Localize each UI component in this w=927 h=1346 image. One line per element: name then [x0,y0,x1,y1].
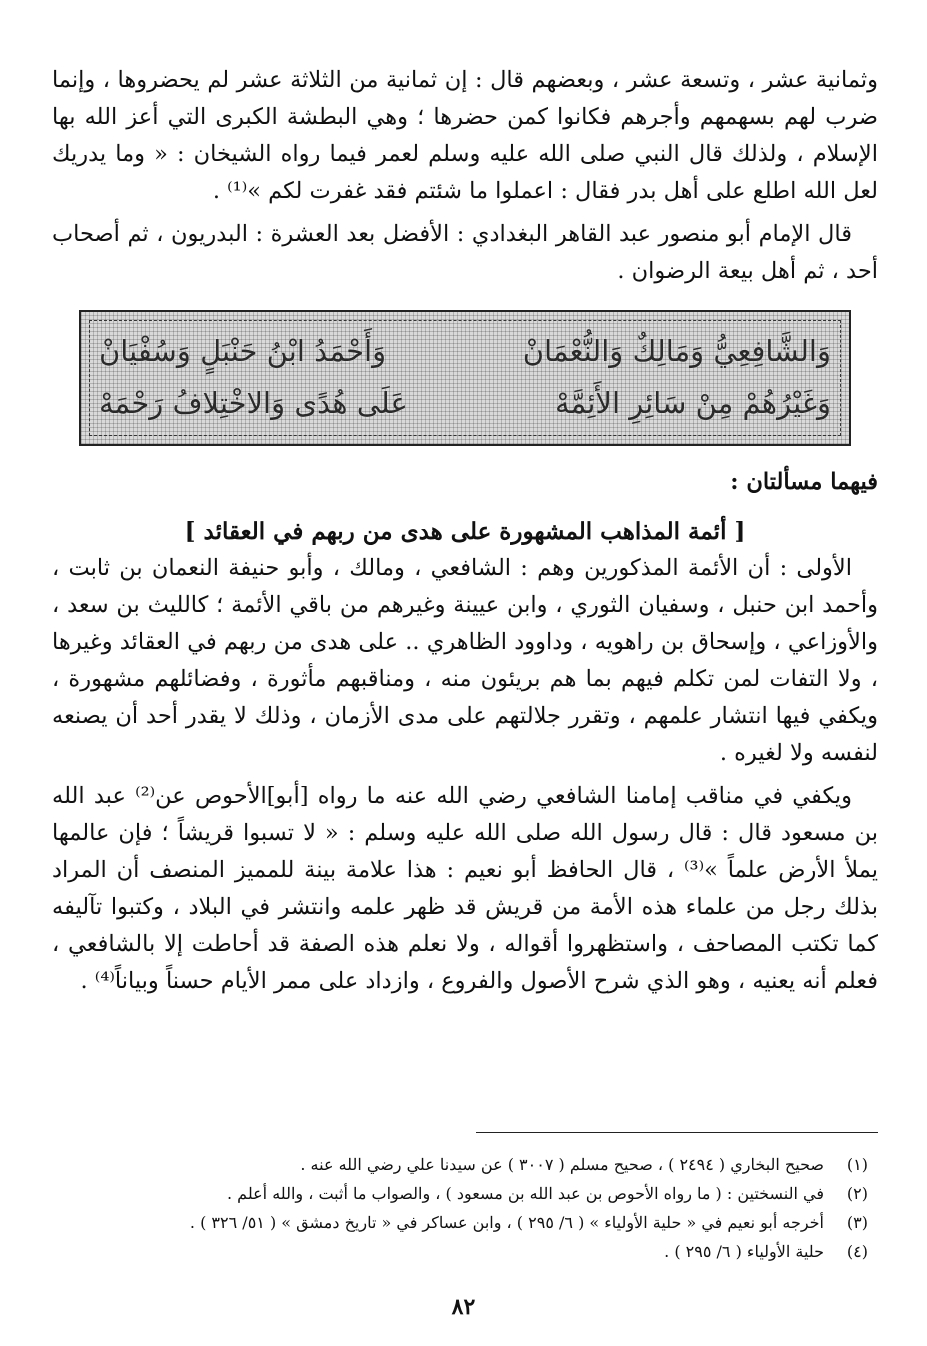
footnotes [52,1150,878,1266]
poem-line-1-second-hemistich: وَأَحْمَدُ ابْنُ حَنْبَلٍ وَسُفْيَانْ [99,334,387,368]
footnote-4 [52,1237,878,1266]
footnote-number: (٤) [846,1242,868,1261]
section-label: فيهما مسألتان : [730,469,878,495]
footnote-number: (١) [846,1155,868,1174]
poem-line-1 [81,326,849,376]
paragraph-1: وثمانية عشر ، وتسعة عشر ، وبعضهم قال : إن ثمانية من الثلاثة عشر لم يحضروها ، وإنما ضرب لهم بسهمهم وأجرهم فكانوا كمن حضرها ؛ وهي البطشة الكبرى التي أعز الله بها الإسلام ، ولذلك قال النبي صلى الله عليه وسلم لعمر فيما رواه الشيخان : « وما يدريك لعل الله اطلع على أهل بدر فقال : اعملوا ما شئتم فقد غفرت لكم »⁽¹⁾ . [52,67,878,204]
paragraph-4: ويكفي في مناقب إمامنا الشافعي رضي الله عنه ما رواه [أبو]الأحوص عن⁽²⁾ عبد الله بن مسعود قال : قال رسول الله صلى الله عليه وسلم : « لا تسبوا قريشاً ؛ فإن عالمها يملأ الأرض علماً »⁽³⁾ ، قال الحافظ أبو نعيم : هذا علامة بينة للمميز المنصف أن المراد بذلك رجل من علماء هذه الأمة من قريش قد ظهر علمه وانتشر في البلاد ، وكتبوا تآليفه كما تكتب المصاحف ، واستظهروا أقواله ، ولا نعلم هذه الصفة قد أحاطت إلا بالشافعي ، فعلم أنه يعنيه ، وهو الذي شرح الأصول والفروع ، وازداد على ممر الأيام حسناً وبياناً⁽⁴⁾ . [52,783,878,994]
footnote-number: (٣) [846,1213,868,1232]
poem-line-2 [81,378,849,428]
poem-line-1-first-hemistich: وَالشَّافِعِيُّ وَمَالِكٌ وَالنُّعْمَانْ [522,334,831,368]
footnote-3 [52,1208,878,1237]
footnote-2 [52,1179,878,1208]
section-heading: [ أئمة المذاهب المشهورة على هدى من ربهم في العقائد ] [184,518,746,545]
poem-line-2-first-hemistich: وَغَيْرُهُمْ مِنْ سَائِرِ الأَئِمَّهْ [555,386,831,420]
page-number: ٨٢ [451,1294,476,1320]
poem-line-2-second-hemistich: عَلَى هُدًى وَالاخْتِلافُ رَحْمَهْ [99,386,408,420]
footnote-text: أخرجه أبو نعيم في « حلية الأولياء » ( ٦/ ٢٩٥ ) ، وابن عساكر في « تاريخ دمشق » ( ٥١/ ٣٢٦ ) . [189,1213,824,1232]
footnote-1 [52,1150,878,1179]
poem-box [79,310,851,446]
footnote-text: حلية الأولياء ( ٦/ ٢٩٥ ) . [664,1242,824,1261]
footnote-text: صحيح البخاري ( ٢٤٩٤ ) ، صحيح مسلم ( ٣٠٠٧ ) عن سيدنا علي رضي الله عنه . [300,1155,824,1174]
paragraph-2: قال الإمام أبو منصور عبد القاهر البغدادي : الأفضل بعد العشرة : البدريون ، ثم أصحاب أحد ، ثم أهل بيعة الرضوان . [52,221,878,284]
page-body [52,62,878,1000]
footnote-number: (٢) [846,1184,868,1203]
footnote-text: في النسختين : ( ما رواه الأحوص بن عبد الله بن مسعود ) ، والصواب ما أثبت ، والله أعلم . [227,1184,824,1203]
paragraph-3: الأولى : أن الأئمة المذكورين وهم : الشافعي ، ومالك ، وأبو حنيفة النعمان بن ثابت ، وأحمد ابن حنبل ، وسفيان الثوري ، وابن عيينة وغيرهم من باقي الأئمة ؛ كالليث بن سعد ، والأوزاعي ، وإسحاق بن راهويه ، وداوود الظاهري .. على هدى من ربهم في العقائد وغيرها ، ولا التفات لمن تكلم فيهم بما هم بريئون منه ، ومناقبهم مأثورة ، وفضائلهم مشهورة ، ويكفي فيها انتشار علمهم ، وتقرر جلالتهم على مدى الأزمان ، وذلك لا يقدر أحد أن يصنعه لنفسه ولا لغيره . [52,555,878,766]
footnote-divider [476,1132,878,1133]
